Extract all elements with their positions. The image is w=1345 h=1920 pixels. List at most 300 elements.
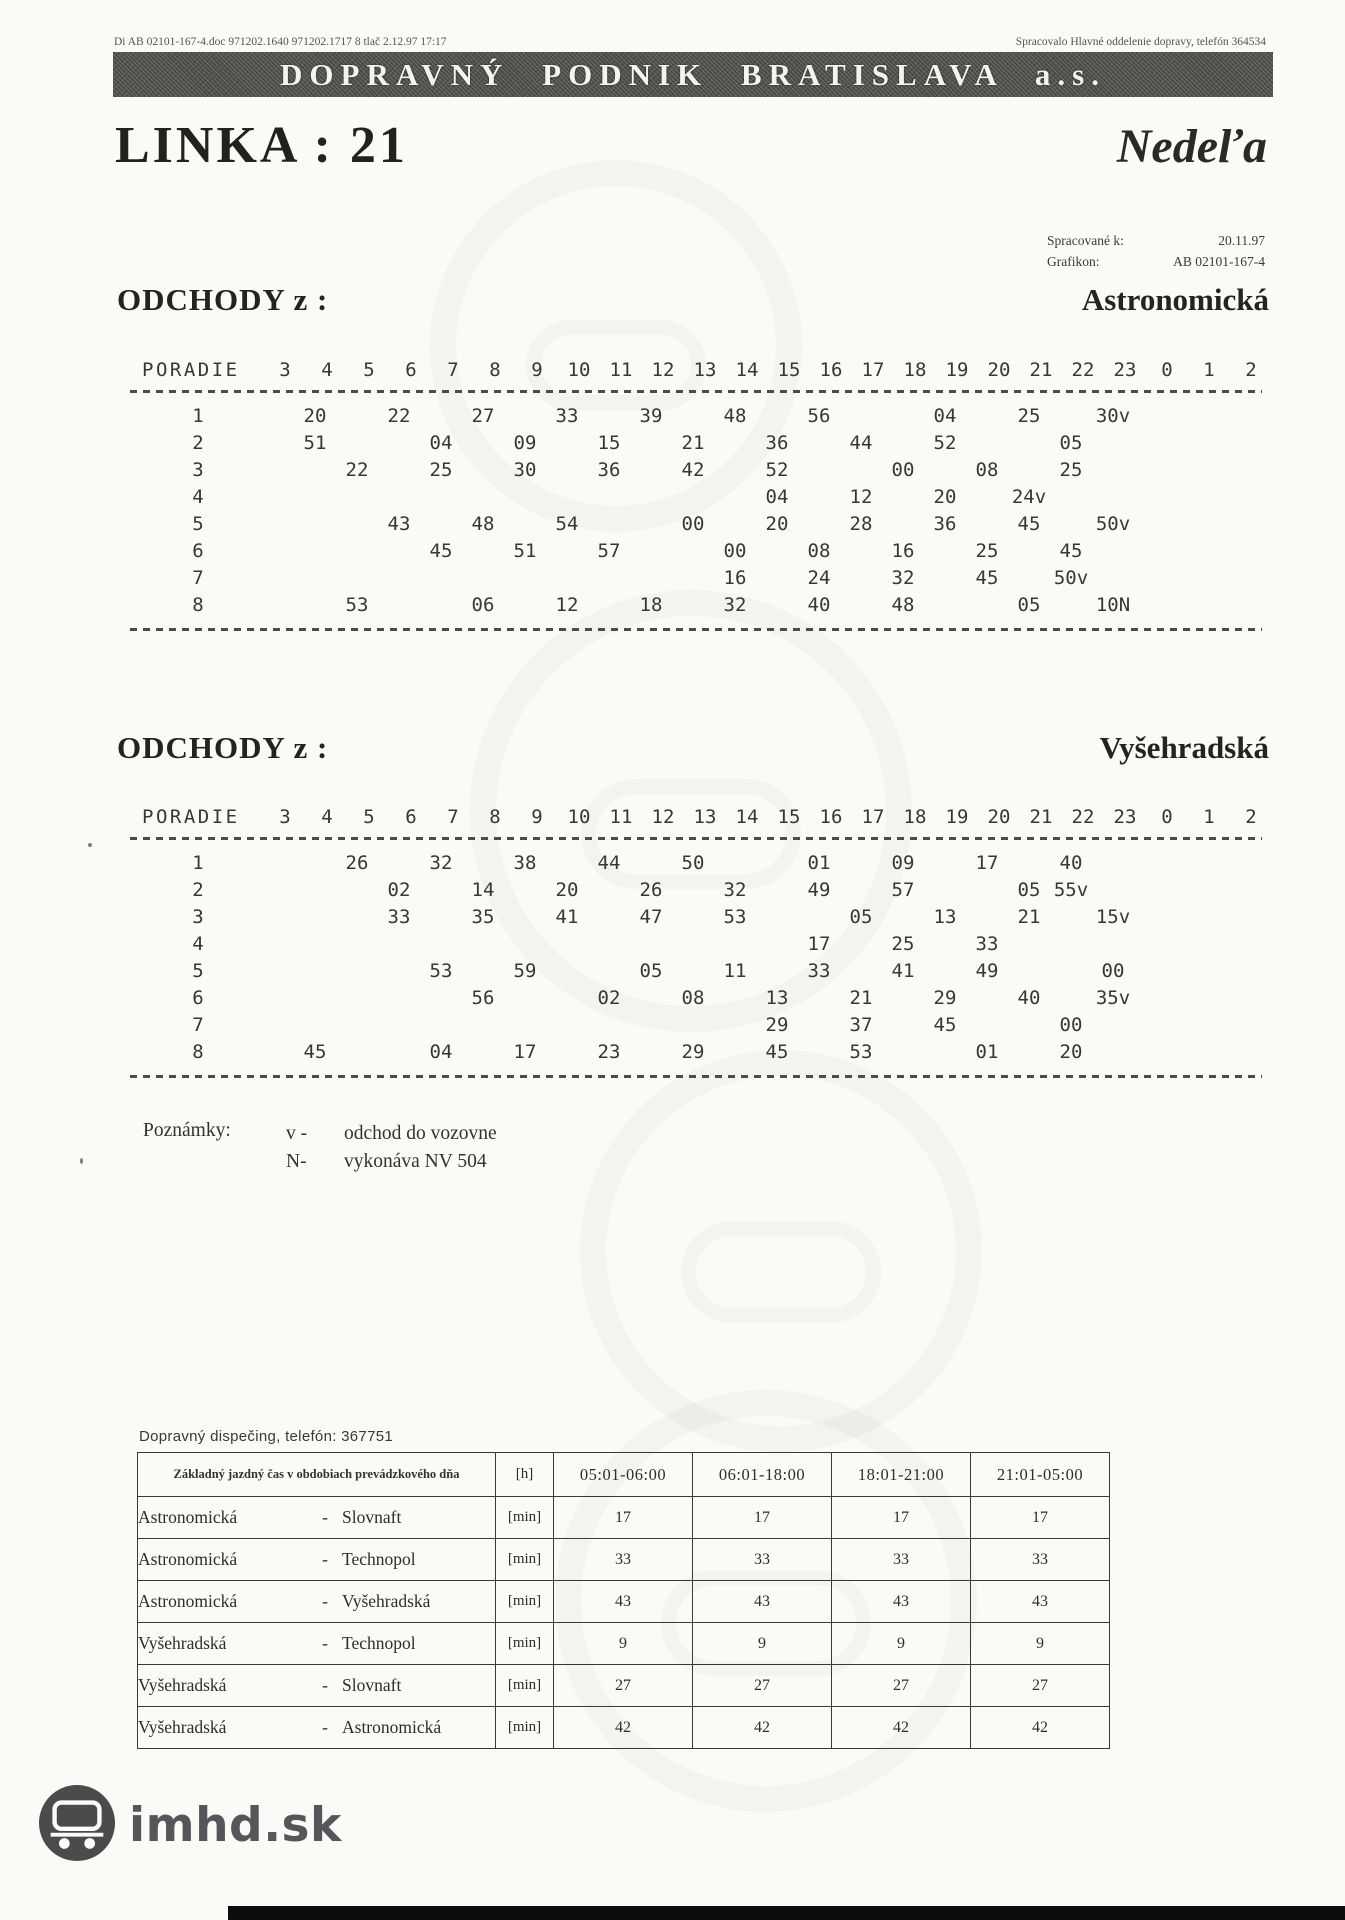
minutes-cell [840, 958, 882, 985]
minutes-cell [966, 1012, 1008, 1039]
travel-time-value: 43 [832, 1581, 971, 1623]
travel-header-row [138, 1453, 1110, 1497]
minutes-cell [378, 931, 420, 958]
minutes-cell: 25 [1059, 459, 1083, 481]
minutes-cell: 13 [765, 987, 789, 1009]
hour-header: 5 [363, 806, 375, 828]
travel-row [138, 1581, 1110, 1623]
minutes-cell: 45 [429, 540, 453, 562]
minutes-cell [420, 592, 462, 619]
hour-header: 15 [777, 806, 801, 828]
minutes-cell: 16 [723, 567, 747, 589]
minutes-cell: 05 [849, 906, 873, 928]
unit-cell: [min] [496, 1665, 554, 1707]
minutes-cell: 53 [849, 1041, 873, 1063]
minutes-cell [546, 484, 588, 511]
hour-header: 17 [861, 806, 885, 828]
travel-desc-header: Základný jazdný čas v obdobiach prevádzkového dňa [138, 1453, 496, 1497]
note-key: N- [286, 1151, 307, 1172]
run-number: 4 [192, 933, 204, 955]
minutes-cell [756, 931, 798, 958]
minutes-cell [1092, 538, 1134, 565]
segment-to: Technopol [342, 1633, 416, 1653]
minutes-cell [1218, 850, 1260, 877]
minutes-cell [924, 565, 966, 592]
hour-header: 19 [945, 806, 969, 828]
minutes-cell [798, 1039, 840, 1066]
segment-dash: - [322, 1675, 328, 1695]
minutes-cell: 09 [513, 432, 537, 454]
run-number: 8 [192, 594, 204, 616]
section-header-astronomicka [117, 282, 1269, 318]
minutes-cell [336, 958, 378, 985]
minutes-cell: 20 [933, 486, 957, 508]
hour-header: 7 [447, 806, 459, 828]
minutes-cell [966, 484, 1008, 511]
minutes-cell: 32 [723, 879, 747, 901]
processed-label: Spracované k: [1047, 233, 1124, 248]
minutes-cell [672, 565, 714, 592]
minutes-cell: 36 [765, 432, 789, 454]
notes-block [143, 1120, 497, 1176]
hour-header: 6 [405, 359, 417, 381]
minutes-cell: 35v [1095, 987, 1131, 1009]
minutes-cell [462, 484, 504, 511]
minutes-cell [504, 931, 546, 958]
minutes-cell [294, 985, 336, 1012]
minutes-cell [1134, 985, 1176, 1012]
minutes-cell: 05 [1017, 879, 1041, 901]
minutes-cell [1008, 538, 1050, 565]
minutes-cell [1176, 538, 1218, 565]
minutes-cell [756, 904, 798, 931]
grafikon-value: AB 02101-167-4 [1173, 254, 1265, 269]
travel-time-value: 42 [971, 1707, 1110, 1749]
run-number: 7 [192, 1014, 204, 1036]
route-segment [138, 1581, 496, 1623]
minutes-cell: 02 [597, 987, 621, 1009]
minutes-cell: 00 [1059, 1014, 1083, 1036]
minutes-cell: 25 [891, 933, 915, 955]
minutes-cell [1008, 1012, 1050, 1039]
stop-name: Astronomická [1081, 282, 1269, 317]
minutes-cell [378, 592, 420, 619]
hour-header: 7 [447, 359, 459, 381]
minutes-cell [1176, 457, 1218, 484]
unit-cell: [min] [496, 1497, 554, 1539]
minutes-cell [924, 457, 966, 484]
minutes-cell [672, 403, 714, 430]
minutes-cell [588, 484, 630, 511]
minutes-cell [546, 565, 588, 592]
minutes-cell [294, 565, 336, 592]
minutes-cell [1092, 430, 1134, 457]
minutes-cell [546, 931, 588, 958]
minutes-cell [924, 592, 966, 619]
hour-header: 9 [531, 806, 543, 828]
unit-header: [h] [496, 1453, 554, 1497]
run-number: 3 [192, 906, 204, 928]
minutes-cell [1134, 484, 1176, 511]
minutes-cell [336, 1012, 378, 1039]
minutes-cell: 40 [1017, 987, 1041, 1009]
segment-dash: - [322, 1591, 328, 1611]
minutes-cell [630, 430, 672, 457]
minutes-cell [840, 538, 882, 565]
grafikon-label: Grafikon: [1047, 254, 1100, 269]
minutes-cell: 21 [1017, 906, 1041, 928]
minutes-cell: 00 [1101, 960, 1125, 982]
minutes-cell [756, 877, 798, 904]
minutes-cell [672, 538, 714, 565]
minutes-cell [924, 538, 966, 565]
minutes-cell: 20 [765, 513, 789, 535]
minutes-cell: 50v [1053, 567, 1089, 589]
note-text: odchod do vozovne [344, 1123, 497, 1144]
minutes-cell: 50 [681, 852, 705, 874]
hour-header: 20 [987, 359, 1011, 381]
minutes-cell [294, 904, 336, 931]
minutes-cell [504, 1012, 546, 1039]
minutes-cell [588, 958, 630, 985]
minutes-cell [840, 457, 882, 484]
route-segment [138, 1497, 496, 1539]
minutes-cell: 56 [471, 987, 495, 1009]
doc-processing-office: Spracovalo Hlavné oddelenie dopravy, telefón 364534 [1015, 36, 1266, 48]
hour-header: 17 [861, 359, 885, 381]
route-segment [138, 1707, 496, 1749]
minutes-cell [882, 985, 924, 1012]
minutes-cell: 01 [975, 1041, 999, 1063]
minutes-cell [378, 985, 420, 1012]
minutes-cell: 15 [597, 432, 621, 454]
run-number: 5 [192, 513, 204, 535]
timetable-row [130, 484, 1262, 511]
travel-time-value: 33 [971, 1539, 1110, 1581]
hour-header: 9 [531, 359, 543, 381]
notes-lines [286, 1120, 497, 1176]
travel-row [138, 1497, 1110, 1539]
minutes-cell: 14 [471, 879, 495, 901]
minutes-cell [1134, 565, 1176, 592]
minutes-cell [462, 430, 504, 457]
minutes-cell [966, 511, 1008, 538]
minutes-cell [1008, 850, 1050, 877]
hour-header: 3 [279, 806, 291, 828]
segment-from: Vyšehradská [138, 1633, 227, 1653]
segment-to: Astronomická [342, 1717, 442, 1737]
segment-from: Astronomická [138, 1549, 238, 1569]
note-text: vykonáva NV 504 [344, 1151, 487, 1172]
hour-header: 23 [1113, 359, 1137, 381]
run-number: 6 [192, 540, 204, 562]
minutes-cell: 32 [723, 594, 747, 616]
hour-header: 1 [1203, 359, 1215, 381]
minutes-cell [630, 484, 672, 511]
unit-cell: [min] [496, 1539, 554, 1581]
minutes-cell [546, 430, 588, 457]
minutes-cell [714, 484, 756, 511]
minutes-cell [1176, 904, 1218, 931]
minutes-cell [840, 877, 882, 904]
minutes-cell [1218, 511, 1260, 538]
minutes-cell [294, 850, 336, 877]
minutes-cell [1218, 985, 1260, 1012]
minutes-cell [882, 1039, 924, 1066]
run-number: 2 [192, 879, 204, 901]
minutes-cell [1176, 958, 1218, 985]
processed-value: 20.11.97 [1218, 233, 1265, 248]
minutes-cell [462, 931, 504, 958]
minutes-cell [672, 904, 714, 931]
minutes-cell [252, 430, 294, 457]
minutes-cell [966, 904, 1008, 931]
minutes-cell [1134, 457, 1176, 484]
minutes-cell [966, 430, 1008, 457]
travel-row [138, 1539, 1110, 1581]
route-segment [138, 1665, 496, 1707]
travel-time-value: 42 [693, 1707, 832, 1749]
timetable-row [130, 877, 1262, 904]
minutes-cell [1092, 850, 1134, 877]
minutes-cell [378, 538, 420, 565]
minutes-cell [336, 877, 378, 904]
travel-time-value: 33 [693, 1539, 832, 1581]
minutes-cell: 57 [597, 540, 621, 562]
minutes-cell: 28 [849, 513, 873, 535]
minutes-cell [504, 877, 546, 904]
run-number: 5 [192, 960, 204, 982]
minutes-cell [378, 430, 420, 457]
minutes-cell: 08 [975, 459, 999, 481]
minutes-cell [588, 904, 630, 931]
minutes-cell [1134, 430, 1176, 457]
minutes-cell [462, 850, 504, 877]
minutes-cell: 25 [429, 459, 453, 481]
minutes-cell: 27 [471, 405, 495, 427]
hour-header: 5 [363, 359, 375, 381]
hour-header: 12 [651, 806, 675, 828]
minutes-cell [630, 511, 672, 538]
minutes-cell: 20 [303, 405, 327, 427]
minutes-cell [1218, 877, 1260, 904]
timetable-row [130, 430, 1262, 457]
minutes-cell: 48 [723, 405, 747, 427]
minutes-cell [1134, 403, 1176, 430]
minutes-cell: 02 [387, 879, 411, 901]
minutes-cell: 45 [975, 567, 999, 589]
minutes-cell [420, 565, 462, 592]
travel-row [138, 1623, 1110, 1665]
minutes-cell: 00 [891, 459, 915, 481]
minutes-cell [924, 958, 966, 985]
timetable-row [130, 592, 1262, 619]
minutes-cell: 09 [891, 852, 915, 874]
minutes-cell [294, 1012, 336, 1039]
poradie-header: PORADIE [142, 359, 240, 381]
minutes-cell: 49 [975, 960, 999, 982]
minutes-cell: 15v [1095, 906, 1131, 928]
run-number: 4 [192, 486, 204, 508]
minutes-cell: 37 [849, 1014, 873, 1036]
minutes-cell [672, 958, 714, 985]
segment-to: Slovnaft [342, 1675, 402, 1695]
minutes-cell [252, 850, 294, 877]
minutes-cell [252, 484, 294, 511]
hour-header: 4 [321, 806, 333, 828]
minutes-cell [1218, 904, 1260, 931]
minutes-cell [588, 565, 630, 592]
company-banner [113, 52, 1273, 97]
minutes-cell: 50v [1095, 513, 1131, 535]
minutes-cell [252, 958, 294, 985]
minutes-cell: 43 [387, 513, 411, 535]
minutes-cell [462, 1012, 504, 1039]
minutes-cell [714, 931, 756, 958]
minutes-cell [1134, 538, 1176, 565]
minutes-cell [1092, 931, 1134, 958]
minutes-cell [1218, 958, 1260, 985]
minutes-cell [294, 877, 336, 904]
hour-header: 2 [1245, 359, 1257, 381]
travel-time-value: 43 [693, 1581, 832, 1623]
timetable-row [130, 538, 1262, 565]
minutes-cell: 22 [387, 405, 411, 427]
hour-header: 11 [609, 806, 633, 828]
segment-from: Vyšehradská [138, 1675, 227, 1695]
departures-label: ODCHODY z : [117, 282, 329, 317]
minutes-cell [1176, 1039, 1218, 1066]
hour-header: 14 [735, 359, 759, 381]
travel-time-table [137, 1452, 1110, 1749]
minutes-cell [378, 1012, 420, 1039]
minutes-cell [756, 958, 798, 985]
minutes-cell: 04 [765, 486, 789, 508]
minutes-cell [378, 484, 420, 511]
minutes-cell [1092, 484, 1134, 511]
scan-speck [88, 843, 92, 847]
minutes-cell [756, 538, 798, 565]
minutes-cell: 13 [933, 906, 957, 928]
minutes-cell [420, 985, 462, 1012]
minutes-cell [294, 484, 336, 511]
hour-header: 10 [567, 359, 591, 381]
run-number: 6 [192, 987, 204, 1009]
route-segment [138, 1623, 496, 1665]
minutes-cell [882, 511, 924, 538]
departures-label: ODCHODY z : [117, 730, 329, 765]
minutes-cell [672, 592, 714, 619]
note-item [286, 1148, 497, 1176]
document-header-line [114, 36, 1266, 48]
hour-header: 12 [651, 359, 675, 381]
travel-time-value: 9 [693, 1623, 832, 1665]
minutes-cell [1008, 1039, 1050, 1066]
hour-header: 8 [489, 806, 501, 828]
minutes-cell: 18 [639, 594, 663, 616]
minutes-cell [798, 904, 840, 931]
minutes-cell [546, 958, 588, 985]
minutes-cell [1050, 904, 1092, 931]
minutes-cell: 32 [429, 852, 453, 874]
minutes-cell [1176, 484, 1218, 511]
minutes-cell [1092, 1012, 1134, 1039]
minutes-cell: 08 [807, 540, 831, 562]
note-item [286, 1120, 497, 1148]
minutes-cell [420, 904, 462, 931]
minutes-cell [1050, 985, 1092, 1012]
minutes-cell [1176, 985, 1218, 1012]
segment-dash: - [322, 1549, 328, 1569]
minutes-cell [336, 1039, 378, 1066]
minutes-cell [798, 985, 840, 1012]
minutes-cell: 44 [597, 852, 621, 874]
minutes-cell [378, 457, 420, 484]
minutes-cell [672, 877, 714, 904]
minutes-cell [1134, 958, 1176, 985]
minutes-cell [1050, 484, 1092, 511]
minutes-cell [546, 457, 588, 484]
hour-header: 20 [987, 806, 1011, 828]
minutes-cell [1134, 877, 1176, 904]
timetable-row [130, 958, 1262, 985]
timetable-row [130, 1039, 1262, 1066]
hour-header: 0 [1161, 806, 1173, 828]
hour-header: 10 [567, 806, 591, 828]
minutes-cell [1176, 430, 1218, 457]
segment-from: Astronomická [138, 1591, 238, 1611]
run-number: 3 [192, 459, 204, 481]
hour-header: 11 [609, 359, 633, 381]
minutes-cell [1050, 931, 1092, 958]
minutes-cell [840, 850, 882, 877]
segment-dash: - [322, 1717, 328, 1737]
minutes-cell: 39 [639, 405, 663, 427]
minutes-cell: 55v [1053, 879, 1089, 901]
segment-to: Vyšehradská [342, 1591, 431, 1611]
minutes-cell [504, 565, 546, 592]
minutes-cell [630, 1039, 672, 1066]
minutes-cell [462, 457, 504, 484]
minutes-cell: 06 [471, 594, 495, 616]
minutes-cell: 23 [597, 1041, 621, 1063]
minutes-cell: 12 [849, 486, 873, 508]
minutes-cell [1218, 403, 1260, 430]
minutes-cell [1218, 931, 1260, 958]
minutes-cell [252, 904, 294, 931]
notes-title: Poznámky: [143, 1120, 231, 1141]
minutes-cell: 25 [975, 540, 999, 562]
minutes-cell: 29 [765, 1014, 789, 1036]
run-number: 1 [192, 405, 204, 427]
minutes-cell [630, 931, 672, 958]
minutes-cell [504, 904, 546, 931]
travel-time-value: 9 [554, 1623, 693, 1665]
minutes-cell [1134, 931, 1176, 958]
minutes-cell: 36 [933, 513, 957, 535]
minutes-cell [588, 877, 630, 904]
unit-cell: [min] [496, 1707, 554, 1749]
day-title: Nedeľa [1116, 120, 1267, 173]
minutes-cell [1176, 403, 1218, 430]
timetable-row [130, 904, 1262, 931]
timetable-row [130, 565, 1262, 592]
travel-table-body [138, 1497, 1110, 1749]
minutes-cell: 21 [849, 987, 873, 1009]
hour-header: 19 [945, 359, 969, 381]
minutes-cell: 33 [975, 933, 999, 955]
minutes-cell: 12 [555, 594, 579, 616]
